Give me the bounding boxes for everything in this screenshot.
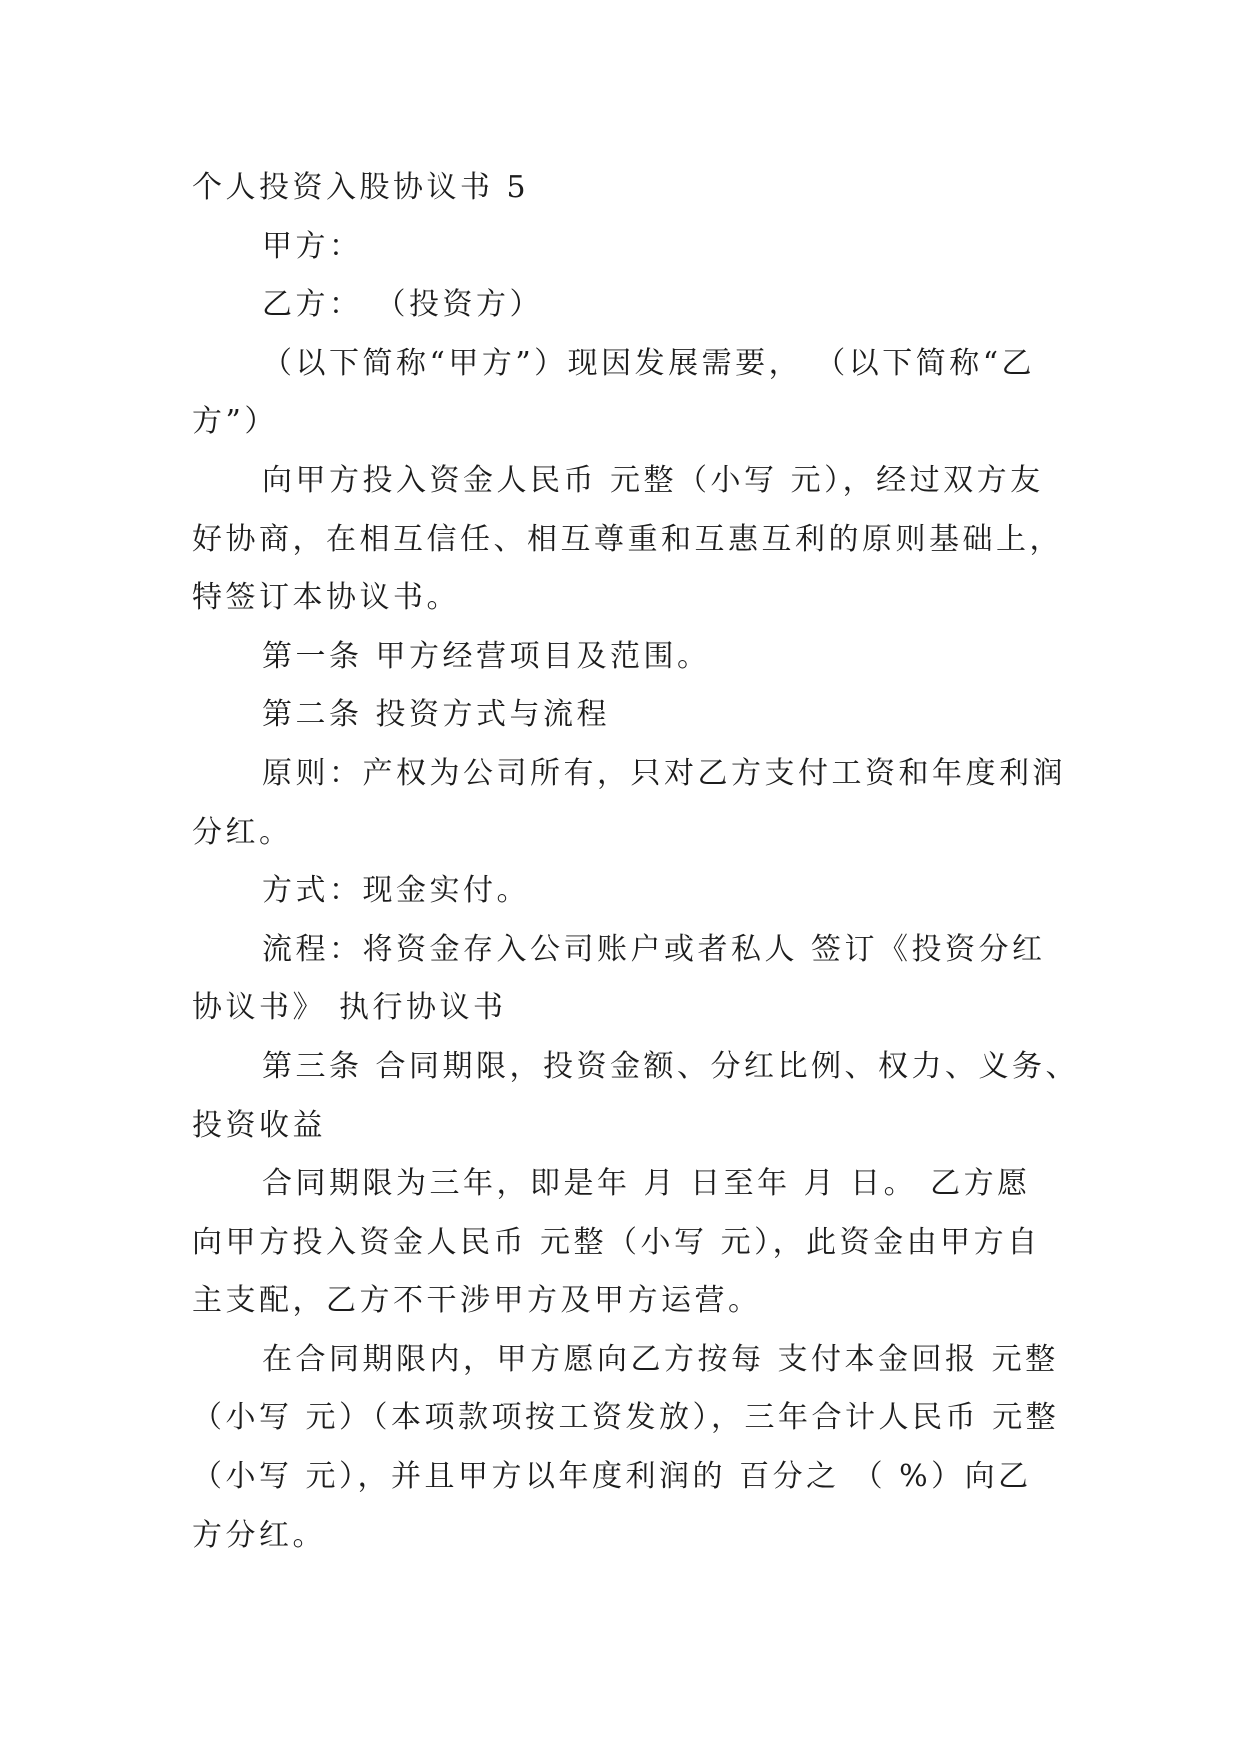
article-heading: 第一条 甲方经营项目及范围。 <box>262 638 711 674</box>
paragraph-principle <box>192 745 1152 862</box>
text-line: 好协商，在相互信任、相互尊重和互惠互利的原则基础上， <box>192 521 1063 557</box>
paragraph-article-1 <box>192 628 1152 687</box>
paragraph-method <box>192 862 1152 921</box>
text-line: 方式：现金实付。 <box>262 873 530 909</box>
article-heading: 投资收益 <box>192 1107 326 1143</box>
text-line: 方”） <box>192 404 278 440</box>
text-line: 合同期限为三年，即是年 月 日至年 月 日。 乙方愿 <box>262 1166 1031 1202</box>
text-line: 特签订本协议书。 <box>192 580 460 616</box>
paragraph-process <box>192 921 1152 1038</box>
text-line: 原则：产权为公司所有，只对乙方支付工资和年度利润 <box>262 755 1066 791</box>
text-line: 在合同期限内，甲方愿向乙方按每 支付本金回报 元整 <box>262 1341 1059 1377</box>
text-line: 乙方： （投资方） <box>262 287 544 323</box>
paragraph-party-b <box>192 276 1152 335</box>
paragraph-preamble <box>192 335 1152 452</box>
paragraph-article-2 <box>192 686 1152 745</box>
article-heading: 第二条 投资方式与流程 <box>262 697 611 733</box>
paragraph-investment-intro <box>192 452 1152 628</box>
text-line: （以下简称“甲方”）现因发展需要， （以下简称“乙 <box>262 345 1036 381</box>
document-title: 个人投资入股协议书 5 <box>192 170 530 205</box>
text-line: 流程：将资金存入公司账户或者私人 签订《投资分红 <box>262 931 1046 967</box>
text-line: 向甲方投入资金人民币 元整（小写 元），经过双方友 <box>262 462 1044 498</box>
text-line: 主支配，乙方不干涉甲方及甲方运营。 <box>192 1283 762 1319</box>
paragraph-contract-term <box>192 1155 1152 1331</box>
text-line: （小写 元），并且甲方以年度利润的 百分之 （ %）向乙 <box>192 1459 1032 1495</box>
text-line: （小写 元）（本项款项按工资发放），三年合计人民币 元整 <box>192 1400 1060 1436</box>
document-body <box>192 159 1152 1565</box>
text-line: 分红。 <box>192 814 293 850</box>
article-heading: 第三条 合同期限，投资金额、分红比例、权力、义务、 <box>262 1048 1080 1084</box>
text-line: 方分红。 <box>192 1517 326 1553</box>
paragraph-returns <box>192 1331 1152 1565</box>
text-line: 协议书》 执行协议书 <box>192 990 507 1026</box>
text-line: 向甲方投入资金人民币 元整（小写 元），此资金由甲方自 <box>192 1224 1041 1260</box>
text-line: 甲方： <box>262 228 363 264</box>
paragraph-party-a <box>192 218 1152 277</box>
paragraph-article-3 <box>192 1038 1152 1155</box>
